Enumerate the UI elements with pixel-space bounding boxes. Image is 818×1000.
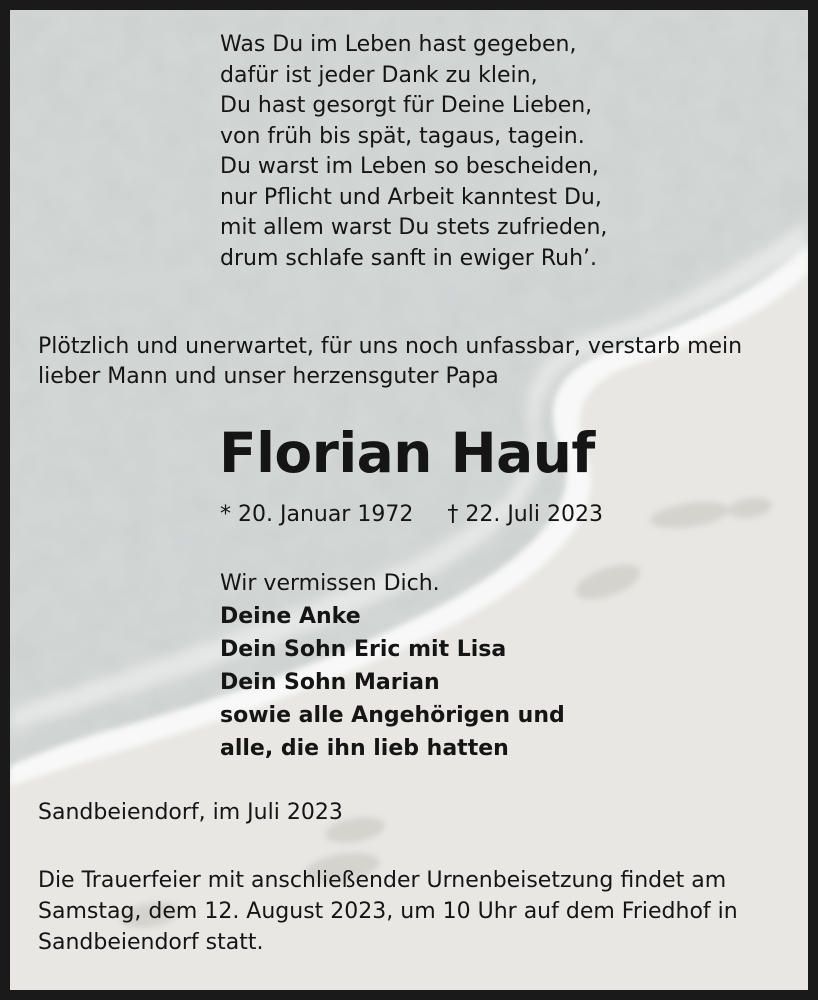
announcement-line: Plötzlich und unerwartet, für uns noch unfassbar, verstarb mein	[38, 334, 743, 359]
poem-line: mit allem warst Du stets zufrieden,	[220, 215, 608, 240]
ceremony-line: Sandbeiendorf statt.	[38, 930, 264, 955]
poem-line: dafür ist jeder Dank zu klein,	[220, 62, 538, 88]
poem-line: nur Pflicht und Arbeit kanntest Du,	[220, 184, 602, 210]
mourner: Dein Sohn Marian	[220, 670, 440, 695]
place-date: Sandbeiendorf, im Juli 2023	[38, 800, 343, 825]
poem-line: von früh bis spät, tagaus, tagein.	[220, 123, 585, 149]
death-date: † 22. Juli 2023	[447, 502, 603, 527]
poem-line: drum schlafe sanft in ewiger Ruh’.	[220, 245, 598, 271]
poem	[220, 30, 607, 274]
poem-line: Du hast gesorgt für Deine Lieben,	[220, 93, 593, 118]
life-dates	[220, 500, 603, 530]
poem-line: Du warst im Leben so bescheiden,	[220, 154, 599, 179]
ceremony-line: Samstag, dem 12. August 2023, um 10 Uhr auf dem Friedhof in	[38, 899, 738, 924]
ceremony-info	[38, 865, 738, 958]
deceased-name: Florian Hauf	[219, 421, 595, 485]
mourner: Dein Sohn Eric mit Lisa	[220, 637, 507, 662]
ceremony-line: Die Trauerfeier mit anschließender Urnenbeisetzung findet am	[38, 868, 727, 893]
poem-line: Was Du im Leben hast gegeben,	[220, 32, 577, 57]
mourners-list	[220, 567, 565, 765]
announcement-text	[38, 332, 742, 392]
mourner: Deine Anke	[220, 604, 361, 629]
mourner: alle, die ihn lieb hatten	[220, 736, 509, 761]
mourner: sowie alle Angehörigen und	[220, 703, 565, 728]
miss-line: Wir vermissen Dich.	[220, 571, 440, 596]
announcement-line: lieber Mann und unser herzensguter Papa	[38, 364, 499, 389]
birth-date: * 20. Januar 1972	[220, 502, 414, 527]
